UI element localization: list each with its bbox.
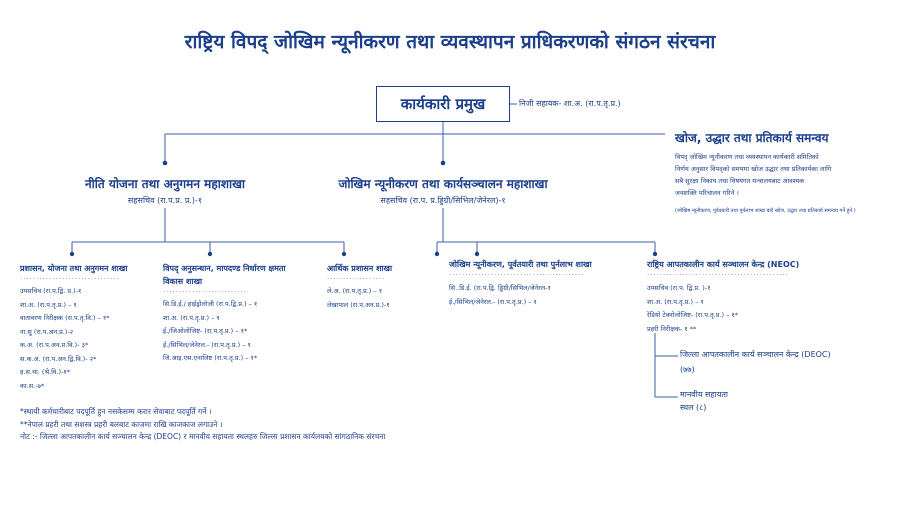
rescue-desc-line: निर्णय अनुसार विपद्को समयमा खोज उद्धार तथा प्रतिकार्यका लागि — [675, 165, 832, 173]
staff-item: ई./जिओलोजिष्ट- (रा.प.तृ.प्र.) – १* — [163, 327, 248, 335]
staff-item: क.अ. (रा.प.अन.प्र.वि.)- ३* — [20, 341, 89, 349]
admin-section-title: प्रशासन, योजना तथा अनुगमन शाखा — [20, 264, 128, 273]
staff-item: प्रहरी निरीक्षक- १ ** — [647, 324, 697, 333]
finance-section — [327, 262, 407, 312]
staff-item: सि.डि.ई./ हाईड्रोलोजी (रा.प.द्वि.प्र.) – १ — [163, 300, 258, 308]
section-divider: ······························· — [20, 275, 120, 283]
footnote: **नेपाल प्रहरी तथा सशस्त्र प्रहरी बलबाट काजमा राखि काजकाज लगाउने । — [20, 419, 223, 429]
policy-division-title: नीति योजना तथा अनुगमन महाशाखा — [84, 177, 246, 191]
staff-item: वातावरण निरीक्षक (रा.प.तृ.वि.) – १* — [20, 314, 110, 322]
footnote: *स्थायी कर्मचारीबाट पदपूर्ति हुन नसकेसम्म करार सेवाबाट पदपूर्ति गर्ने । — [20, 407, 212, 416]
admin-section — [20, 262, 145, 393]
deoc-label — [680, 347, 831, 377]
personal-assistant-label: निजी सहायक- शा.अ. (रा.प.तृ.प्र.) — [519, 99, 621, 108]
neoc-staff-list — [647, 282, 847, 336]
staff-item: शा.अ. (रा.प.तृ.प्र.) – १ — [20, 300, 77, 309]
staff-item: सि..डि.ई. (रा.प.द्वि. ड्डिग्री/सिभिल/जेनेरल-१ — [449, 284, 551, 292]
recovery-staff-list — [449, 282, 629, 309]
deoc-count: (७७) — [680, 365, 695, 374]
staff-item: ई./सिभिल/जेनेरल.- (रा.प.तृ.प्र.) – १ — [449, 297, 537, 306]
recovery-section-title: जोखिम न्यूनीकरण, पूर्वतयारी तथा पुर्नलाभ शाखा — [449, 260, 592, 269]
rescue-desc-line: विपद् जोखिम न्यूनीकरण तथा व्यवस्थापन कार्यकारी समितिको — [675, 153, 819, 161]
staff-item: ई./सिभिल/जेनेरल.- (रा.प.तृ.प्र.) – १ — [163, 340, 251, 349]
footnotes — [20, 406, 385, 444]
neoc-section-title: राष्ट्रिय आपतकालीन कार्य सञ्चालन केन्द्र (NEOC) — [647, 260, 800, 269]
humanitarian-line: मानवीय सहायता — [680, 390, 728, 399]
rescue-desc-line: सबै सुरक्षा निकाय तथा विषयगत मन्त्रालयबाट आवश्यक — [675, 177, 805, 185]
section-divider: ············································ — [647, 271, 789, 279]
staff-item: ना.सु (रा.प.अन.प्र.)-२ — [20, 327, 74, 336]
recovery-section — [449, 258, 629, 309]
staff-item: उपसचिव (रा.प.द्वि. प्र.)-१ — [20, 287, 82, 295]
staff-item: शा.अ. (रा.प.तृ.प्र.) – १ — [647, 297, 704, 306]
risk-division — [325, 175, 561, 206]
staff-item: शा.अ. (रा.प.तृ.प्र.) – १ — [163, 313, 220, 322]
footnote: नोट :- जिल्ला आपतकालीन कार्य सञ्चालन केन्द्र (DEOC) र मानवीय सहायता स्थलहरु जिल्ला प्रशासन कार्यलयको सांगठानिक संरचना — [20, 432, 386, 441]
risk-division-title: जोखिम न्यूनीकरण तथा कार्यसञ्चालन महाशाखा — [338, 177, 548, 191]
research-staff-list — [163, 298, 293, 366]
neoc-section — [647, 258, 847, 336]
staff-item: जि.आइ.एस.एनालिष्ट (रा.प.तृ.प्र.) – १* — [163, 354, 258, 362]
finance-staff-list — [327, 285, 407, 312]
staff-item: लेखापाल (रा.प.अन.प्र.)-१ — [327, 300, 390, 309]
staff-item: स.क.अ. (रा.प.अन.द्वि.वि.)- २* — [20, 354, 97, 363]
risk-division-head: सहसचिव (रा.प. प्र.ड्डिग्री/सिभिल/जेनेरल)-१ — [380, 196, 506, 205]
admin-staff-list — [20, 285, 145, 393]
humanitarian-count: स्थल (८) — [680, 403, 707, 412]
deoc-line: जिल्ला आपतकालीन कार्य सञ्चालन केन्द्र (DEOC) — [680, 350, 831, 359]
research-section-title: विपद् अनुसन्धान, मापदण्ड निर्धारण क्षमता विकास शाखा — [163, 264, 286, 286]
humanitarian-site-label — [680, 388, 728, 414]
policy-division-head: सहसचिव (रा.प.प्र. प्र.)-१ — [127, 196, 203, 205]
section-divider: ·················· — [327, 275, 386, 283]
finance-section-title: आर्थिक प्रशासन शाखा — [327, 264, 393, 273]
staff-item: ले.अ. (रा.प.तृ.प्र.) – १ — [327, 287, 383, 295]
rescue-desc-line: जनशक्ति परिचालन गरिने । — [675, 189, 739, 197]
policy-division — [60, 175, 270, 206]
chief-executive-label: कार्यकारी प्रमुख — [400, 95, 486, 113]
section-divider: ·························· — [163, 288, 247, 296]
rescue-coordination-description — [675, 151, 875, 199]
staff-item: रेडियो टेक्नोलोजिष्ट- (रा.प.तृ.प्र.) – १* — [647, 311, 739, 319]
page-title: राष्ट्रिय विपद् जोखिम न्यूनीकरण तथा व्यवस्थापन प्राधिकरणको संगठन संरचना — [184, 31, 716, 53]
chief-executive-box — [376, 86, 510, 122]
staff-item: का.स.-७* — [20, 381, 45, 390]
staff-item: ह.स.चा. (श्रे.वि.)-१* — [20, 368, 71, 376]
rescue-coordination-title: खोज, उद्धार तथा प्रतिकार्य समन्वय — [675, 131, 829, 145]
rescue-coordination-note: (जोखिम न्यूनीकरण, पूर्वतयारी तथा पुर्नलाभ शाखा बाटै खोज, उद्धार तथा प्रतिकार्य समन्वय गर्ने हुने ) — [675, 208, 856, 214]
section-divider: ·········································· — [449, 271, 585, 279]
research-section — [163, 262, 293, 366]
staff-item: उपसचिव (रा.प. द्वि.प्र. )-१ — [647, 284, 711, 292]
